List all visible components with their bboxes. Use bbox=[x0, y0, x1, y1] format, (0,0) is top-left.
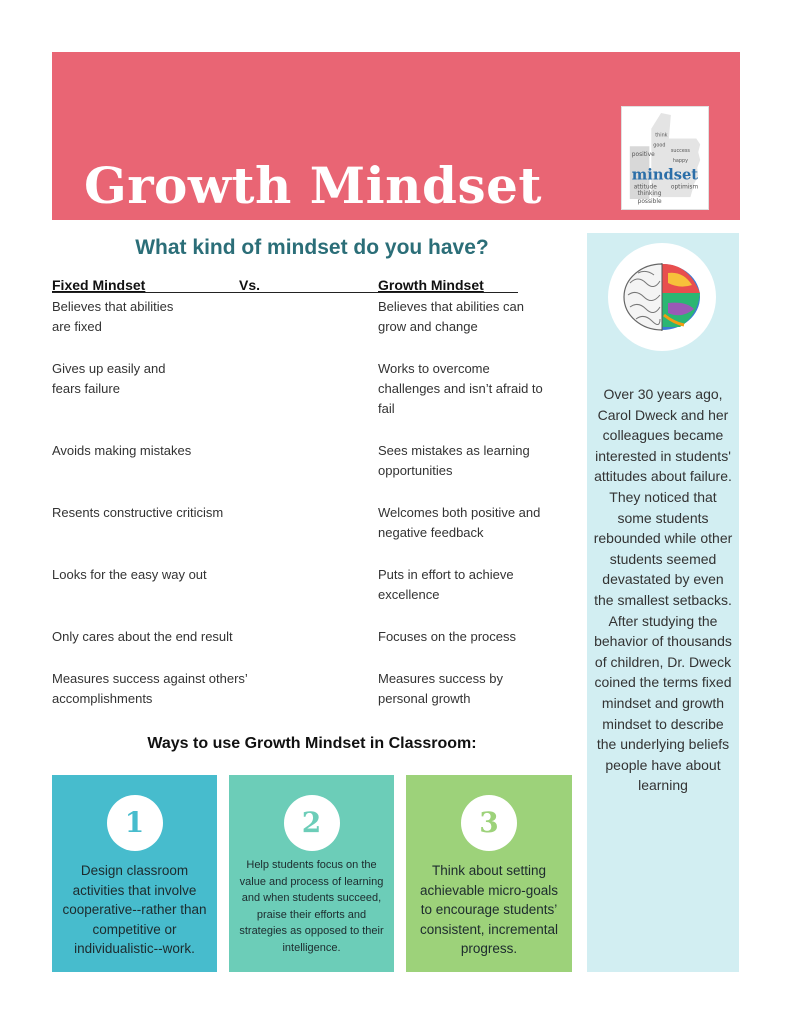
svg-text:good: good bbox=[653, 142, 666, 149]
fixed-trait: Believes that abilities are fixed bbox=[52, 299, 174, 334]
svg-text:think: think bbox=[655, 132, 668, 139]
svg-text:mindset: mindset bbox=[631, 166, 699, 184]
svg-text:thinking: thinking bbox=[637, 191, 662, 198]
tip-number: 2 bbox=[284, 795, 340, 851]
svg-text:attitude: attitude bbox=[633, 184, 657, 191]
fixed-trait: Resents constructive criticism bbox=[52, 505, 224, 520]
tip-number: 1 bbox=[107, 795, 163, 851]
fixed-trait: Only cares about the end result bbox=[52, 629, 233, 644]
growth-trait: Puts in effort to achieve excellence bbox=[378, 567, 514, 602]
growth-trait: Believes that abilities can grow and change bbox=[378, 299, 524, 334]
ways-heading: Ways to use Growth Mindset in Classroom: bbox=[147, 735, 477, 752]
svg-text:possible: possible bbox=[637, 198, 662, 205]
classroom-tip-card bbox=[52, 775, 217, 972]
classroom-tip-card bbox=[406, 775, 572, 972]
svg-text:optimism: optimism bbox=[670, 184, 699, 191]
classroom-tip-card bbox=[229, 775, 394, 972]
fixed-mindset-header: Fixed Mindset bbox=[52, 277, 146, 293]
colorful-brain-icon bbox=[608, 243, 716, 351]
page-title: Growth Mindset bbox=[84, 156, 543, 215]
growth-trait: Focuses on the process bbox=[378, 629, 517, 644]
growth-trait: Works to overcome challenges and isn’t afraid to fail bbox=[378, 361, 543, 416]
svg-text:success: success bbox=[670, 148, 690, 155]
growth-mindset-header: Growth Mindset bbox=[378, 277, 484, 293]
carol-dweck-paragraph: Over 30 years ago, Carol Dweck and her colleagues became interested in students' attitudes about failure. They noticed that some students rebounded while other students seemed devastated by even the smallest setbacks. After studying the behavior of thousands of children, Dr. Dweck coined the terms fixed mindset and growth mindset to describe the underlying beliefs people have about learning bbox=[593, 386, 733, 794]
vs-label: Vs. bbox=[239, 277, 261, 293]
growth-trait: Sees mistakes as learning opportunities bbox=[378, 443, 530, 478]
svg-text:positive: positive bbox=[631, 152, 655, 159]
title-banner bbox=[52, 52, 740, 220]
tip-text: Think about setting achievable micro-goals to encourage students’ consistent, incremental progress. bbox=[419, 863, 559, 956]
fixed-trait: Gives up easily and fears failure bbox=[52, 361, 166, 396]
mindset-question: What kind of mindset do you have? bbox=[135, 236, 489, 259]
sidebar-panel bbox=[587, 233, 739, 972]
fixed-trait: Avoids making mistakes bbox=[52, 443, 192, 458]
fixed-trait: Looks for the easy way out bbox=[52, 567, 207, 582]
growth-trait: Welcomes both positive and negative feedback bbox=[378, 505, 541, 540]
tip-number: 3 bbox=[461, 795, 517, 851]
growth-trait: Measures success by personal growth bbox=[378, 671, 503, 706]
tip-text: Help students focus on the value and process of learning and when students succeed, praise their efforts and strategies as opposed to their intelligence. bbox=[239, 859, 384, 954]
tip-text: Design classroom activities that involve cooperative--rather than competitive or individualistic--work. bbox=[62, 863, 207, 956]
comparison-header bbox=[52, 277, 518, 293]
thumbs-up-word-cloud-icon bbox=[621, 106, 709, 210]
svg-text:happy: happy bbox=[672, 157, 688, 164]
fixed-trait: Measures success against others’ accomplishments bbox=[52, 671, 248, 706]
